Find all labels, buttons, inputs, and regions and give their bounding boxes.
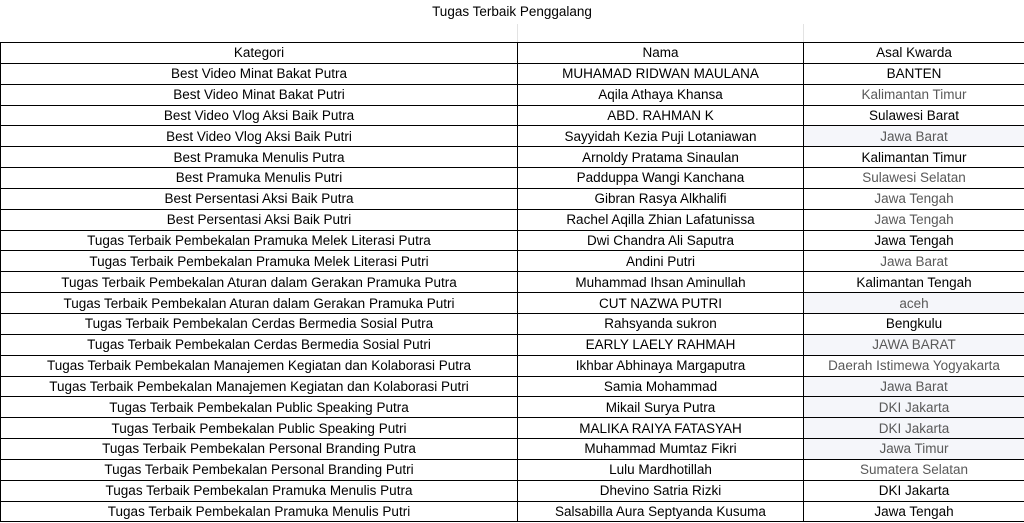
table-row <box>1 168 1024 189</box>
cell-kategori[interactable]: Tugas Terbaik Pembekalan Aturan dalam Gerakan Pramuka Putri <box>1 293 518 314</box>
cell-asal-kwarda[interactable]: Jawa Tengah <box>804 209 1024 230</box>
cell-nama[interactable]: Gibran Rasya Alkhalifi <box>518 188 804 209</box>
table-row <box>1 334 1024 355</box>
table-row <box>1 313 1024 334</box>
cell-asal-kwarda[interactable]: Sulawesi Selatan <box>804 168 1024 189</box>
cell-kategori[interactable]: Tugas Terbaik Pembekalan Cerdas Bermedia Sosial Putra <box>1 313 518 334</box>
table-row <box>1 293 1024 314</box>
cell-kategori[interactable]: Tugas Terbaik Pembekalan Personal Branding Putri <box>1 459 518 480</box>
cell-asal-kwarda[interactable]: Jawa Tengah <box>804 501 1024 522</box>
table-row <box>1 251 1024 272</box>
table-row <box>1 397 1024 418</box>
table-row <box>1 105 1024 126</box>
cell-kategori[interactable]: Best Video Vlog Aksi Baik Putra <box>1 105 518 126</box>
sheet-title[interactable]: Tugas Terbaik Penggalang <box>432 4 592 19</box>
cell-asal-kwarda[interactable]: DKI Jakarta <box>804 480 1024 501</box>
header-nama[interactable]: Nama <box>518 43 804 64</box>
cell-asal-kwarda[interactable]: DKI Jakarta <box>804 397 1024 418</box>
cell-kategori[interactable]: Tugas Terbaik Pembekalan Aturan dalam Gerakan Pramuka Putra <box>1 272 518 293</box>
cell-kategori[interactable]: Best Video Minat Bakat Putri <box>1 84 518 105</box>
cell-asal-kwarda[interactable]: Jawa Timur <box>804 439 1024 460</box>
table-row <box>1 147 1024 168</box>
cell-nama[interactable]: Aqila Athaya Khansa <box>518 84 804 105</box>
cell-kategori[interactable]: Tugas Terbaik Pembekalan Pramuka Melek Literasi Putra <box>1 230 518 251</box>
cell-nama[interactable]: Dwi Chandra Ali Saputra <box>518 230 804 251</box>
cell-asal-kwarda[interactable]: Kalimantan Tengah <box>804 272 1024 293</box>
cell-nama[interactable]: Padduppa Wangi Kanchana <box>518 168 804 189</box>
cell-asal-kwarda[interactable]: Kalimantan Timur <box>804 84 1024 105</box>
cell-asal-kwarda[interactable]: Jawa Barat <box>804 376 1024 397</box>
header-row <box>1 43 1024 64</box>
blank-row[interactable] <box>0 24 1024 42</box>
cell-asal-kwarda[interactable]: Sumatera Selatan <box>804 459 1024 480</box>
gridline <box>517 24 518 42</box>
cell-nama[interactable]: MUHAMAD RIDWAN MAULANA <box>518 63 804 84</box>
cell-asal-kwarda[interactable]: Sulawesi Barat <box>804 105 1024 126</box>
results-table-body <box>1 43 1024 522</box>
cell-nama[interactable]: Muhammad Mumtaz Fikri <box>518 439 804 460</box>
table-row <box>1 84 1024 105</box>
cell-nama[interactable]: EARLY LAELY RAHMAH <box>518 334 804 355</box>
cell-nama[interactable]: MALIKA RAIYA FATASYAH <box>518 418 804 439</box>
table-row <box>1 418 1024 439</box>
cell-kategori[interactable]: Best Pramuka Menulis Putra <box>1 147 518 168</box>
gridline <box>803 24 804 42</box>
cell-kategori[interactable]: Best Persentasi Aksi Baik Putra <box>1 188 518 209</box>
cell-asal-kwarda[interactable]: aceh <box>804 293 1024 314</box>
table-row <box>1 480 1024 501</box>
cell-kategori[interactable]: Tugas Terbaik Pembekalan Public Speaking Putri <box>1 418 518 439</box>
header-kategori[interactable]: Kategori <box>1 43 518 64</box>
cell-kategori[interactable]: Best Video Vlog Aksi Baik Putri <box>1 126 518 147</box>
cell-asal-kwarda[interactable]: Jawa Tengah <box>804 188 1024 209</box>
header-asal-kwarda[interactable]: Asal Kwarda <box>804 43 1024 64</box>
cell-kategori[interactable]: Tugas Terbaik Pembekalan Personal Branding Putra <box>1 439 518 460</box>
cell-nama[interactable]: Samia Mohammad <box>518 376 804 397</box>
cell-asal-kwarda[interactable]: BANTEN <box>804 63 1024 84</box>
cell-nama[interactable]: Mikail Surya Putra <box>518 397 804 418</box>
table-row <box>1 439 1024 460</box>
cell-nama[interactable]: CUT NAZWA PUTRI <box>518 293 804 314</box>
cell-nama[interactable]: ABD. RAHMAN K <box>518 105 804 126</box>
cell-kategori[interactable]: Best Video Minat Bakat Putra <box>1 63 518 84</box>
cell-nama[interactable]: Sayyidah Kezia Puji Lotaniawan <box>518 126 804 147</box>
cell-kategori[interactable]: Tugas Terbaik Pembekalan Cerdas Bermedia Sosial Putri <box>1 334 518 355</box>
cell-nama[interactable]: Lulu Mardhotillah <box>518 459 804 480</box>
cell-kategori[interactable]: Tugas Terbaik Pembekalan Public Speaking Putra <box>1 397 518 418</box>
cell-nama[interactable]: Salsabilla Aura Septyanda Kusuma <box>518 501 804 522</box>
cell-nama[interactable]: Rachel Aqilla Zhian Lafatunissa <box>518 209 804 230</box>
cell-kategori[interactable]: Best Persentasi Aksi Baik Putri <box>1 209 518 230</box>
cell-asal-kwarda[interactable]: Jawa Tengah <box>804 230 1024 251</box>
cell-asal-kwarda[interactable]: JAWA BARAT <box>804 334 1024 355</box>
cell-kategori[interactable]: Tugas Terbaik Pembekalan Pramuka Menulis Putra <box>1 480 518 501</box>
table-row <box>1 459 1024 480</box>
table-row <box>1 188 1024 209</box>
cell-asal-kwarda[interactable]: Jawa Barat <box>804 251 1024 272</box>
cell-kategori[interactable]: Tugas Terbaik Pembekalan Pramuka Melek Literasi Putri <box>1 251 518 272</box>
cell-asal-kwarda[interactable]: Daerah Istimewa Yogyakarta <box>804 355 1024 376</box>
table-row <box>1 355 1024 376</box>
cell-nama[interactable]: Ikhbar Abhinaya Margaputra <box>518 355 804 376</box>
table-row <box>1 209 1024 230</box>
cell-nama[interactable]: Andini Putri <box>518 251 804 272</box>
cell-asal-kwarda[interactable]: Jawa Barat <box>804 126 1024 147</box>
table-row <box>1 272 1024 293</box>
results-table <box>0 42 1024 522</box>
cell-kategori[interactable]: Tugas Terbaik Pembekalan Pramuka Menulis Putri <box>1 501 518 522</box>
table-row <box>1 63 1024 84</box>
cell-asal-kwarda[interactable]: Bengkulu <box>804 313 1024 334</box>
cell-nama[interactable]: Muhammad Ihsan Aminullah <box>518 272 804 293</box>
cell-nama[interactable]: Arnoldy Pratama Sinaulan <box>518 147 804 168</box>
cell-kategori[interactable]: Tugas Terbaik Pembekalan Manajemen Kegiatan dan Kolaborasi Putra <box>1 355 518 376</box>
cell-asal-kwarda[interactable]: Kalimantan Timur <box>804 147 1024 168</box>
cell-nama[interactable]: Dhevino Satria Rizki <box>518 480 804 501</box>
table-row <box>1 376 1024 397</box>
cell-kategori[interactable]: Best Pramuka Menulis Putri <box>1 168 518 189</box>
cell-kategori[interactable]: Tugas Terbaik Pembekalan Manajemen Kegiatan dan Kolaborasi Putri <box>1 376 518 397</box>
table-row <box>1 126 1024 147</box>
table-row <box>1 230 1024 251</box>
table-row <box>1 501 1024 522</box>
cell-nama[interactable]: Rahsyanda sukron <box>518 313 804 334</box>
cell-asal-kwarda[interactable]: DKI Jakarta <box>804 418 1024 439</box>
